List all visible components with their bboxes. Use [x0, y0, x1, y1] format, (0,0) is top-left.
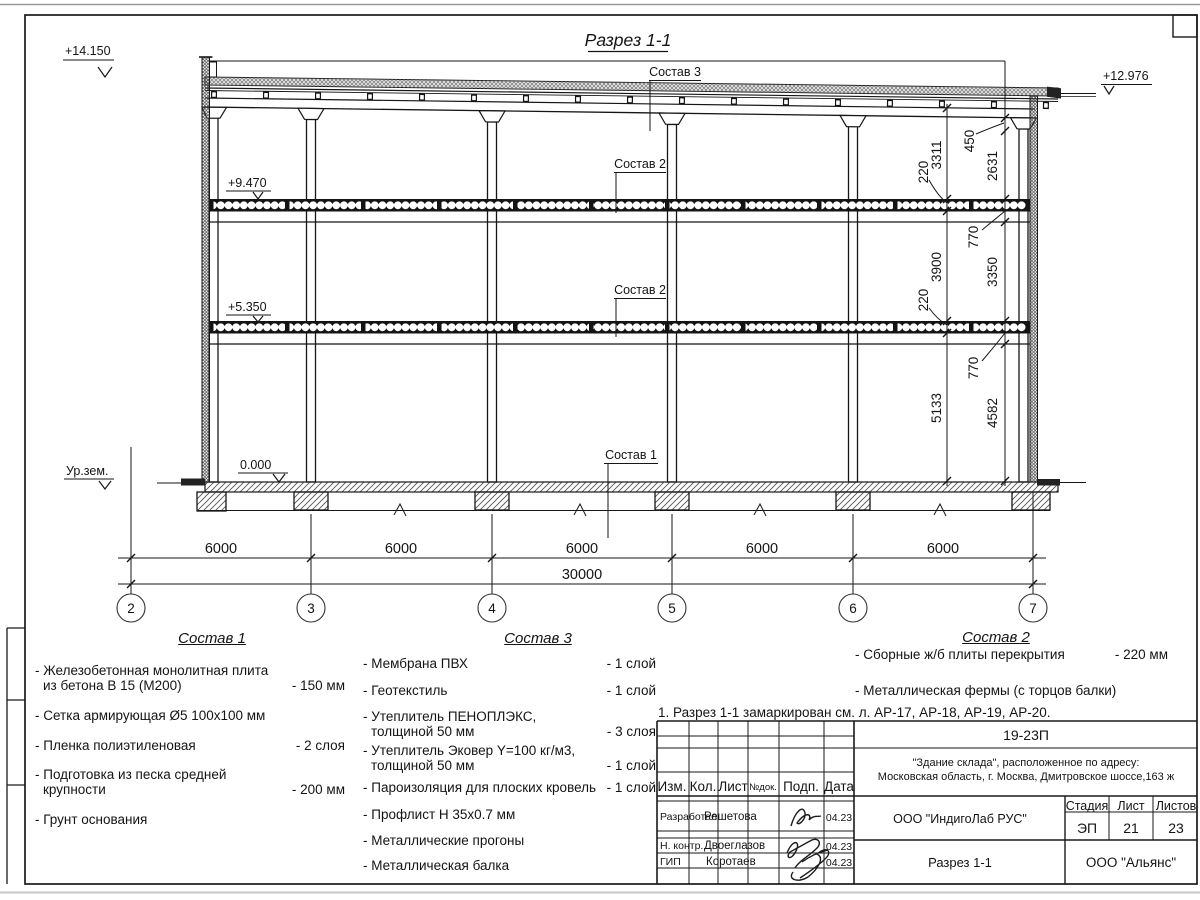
grid-bubble-6: 6: [849, 601, 857, 616]
composition3-title: Состав 3: [504, 630, 572, 647]
grid-bubble-4: 4: [488, 601, 496, 616]
tb-col-izm: Изм.: [657, 779, 687, 794]
dim-5133: 5133: [929, 392, 944, 424]
tb-object-line1: "Здание склада", расположенное по адресу:: [912, 757, 1140, 769]
svg-text:+9.470: +9.470: [228, 176, 267, 190]
list-item-line: - Профлист Н 35х0.7 мм: [363, 807, 516, 822]
svg-text:Состав 3: Состав 3: [649, 65, 701, 79]
dim-3900: 3900: [929, 251, 944, 283]
composition-callouts: [604, 65, 701, 538]
dim-770-bot: 770: [966, 356, 981, 380]
list-item-line: - Грунт основания: [35, 812, 148, 827]
right-dimension-labels: [916, 130, 1000, 428]
tb-col-data: Дата: [824, 779, 854, 794]
list-item-line: - Металлическая фермы (с торцов балки): [855, 683, 1117, 698]
grid-bubble-3: 3: [307, 601, 315, 616]
list-item-line: - Пленка полиэтиленовая: [35, 738, 196, 753]
composition1-title: Состав 1: [178, 630, 246, 647]
elev-roof-right: [1101, 69, 1152, 94]
tb-role-ncontr: Н. контр.: [660, 840, 704, 852]
tb-sheets: 23: [1168, 820, 1184, 836]
signature-dev: [791, 809, 821, 826]
roof-eave-cap: [1047, 87, 1061, 99]
list-item-value: - 1 слой: [606, 656, 656, 671]
list-item-value: - 200 мм: [291, 782, 345, 797]
tb-col-kol: Кол.: [689, 779, 717, 794]
tb-name-gip: Коротаев: [706, 856, 756, 868]
tb-role-gip: ГИП: [660, 856, 681, 868]
walls: [199, 57, 1038, 482]
list-item-line: - Подготовка из песка средней: [35, 767, 227, 782]
tb-date-ncontr: 04.23: [825, 841, 853, 853]
callout-slab: [604, 448, 658, 538]
svg-text:+5.350: +5.350: [228, 300, 267, 314]
list-item-line: толщиной 50 мм: [371, 724, 475, 739]
dim-220-top: 220: [916, 160, 931, 184]
view-title: [585, 30, 672, 52]
tb-sheet: 21: [1123, 820, 1139, 836]
svg-text:+14.150: +14.150: [65, 44, 111, 58]
tb-col-podp: Подп.: [783, 779, 819, 794]
floor-slab-1: [209, 321, 1030, 344]
list-item-value: - 220 мм: [1114, 647, 1168, 662]
list-item-value: - 1 слой: [606, 758, 656, 773]
tb-sheet-label: Лист: [1117, 799, 1145, 813]
list-item-line: - Сетка армирующая Ø5 100х100 мм: [35, 708, 266, 723]
span-dim-1: 6000: [204, 541, 238, 557]
tb-stage-label: Стадия: [1065, 799, 1109, 813]
list-item-line: - Металлическая балка: [363, 858, 510, 873]
elev-floor1: [226, 300, 271, 322]
floor-slab-2: [209, 199, 1030, 222]
grid-bubbles: [117, 594, 1047, 622]
svg-text:0.000: 0.000: [240, 458, 272, 472]
list-item-line: толщиной 50 мм: [371, 758, 475, 773]
elev-zero: [238, 458, 288, 482]
tb-name-dev: Решетова: [704, 811, 757, 823]
svg-text:+12.976: +12.976: [1103, 69, 1149, 83]
list-item-line: - Утеплитель ПЕНОПЛЭКС,: [363, 709, 537, 724]
tb-object-line2: Московская область, г. Москва, Дмитровское шоссе,163 ж: [877, 771, 1175, 783]
list-item-value: - 1 слой: [606, 683, 656, 698]
dim-3350: 3350: [985, 256, 1000, 288]
list-item-line: крупности: [43, 782, 106, 797]
tb-sheets-label: Листов: [1155, 799, 1197, 813]
tb-col-ndok: №док.: [749, 782, 777, 793]
sheet-note: 1. Разрез 1-1 замаркирован см. л. АР-17, АР-18, АР-19, АР-20.: [658, 705, 1051, 720]
tb-date-gip: 04.23: [825, 857, 853, 869]
list-item-line: из бетона В 15 (М200): [43, 678, 182, 693]
bottom-dimension-labels: [205, 541, 959, 583]
grid-bubble-5: 5: [668, 601, 676, 616]
composition2-title: Состав 2: [962, 629, 1030, 646]
tb-org: ООО "ИндигоЛаб РУС": [893, 812, 1027, 826]
span-dim-3: 6000: [565, 541, 599, 557]
total-dim: 30000: [561, 567, 603, 583]
dim-4582: 4582: [985, 397, 1000, 429]
tb-company: ООО "Альянс": [1085, 855, 1177, 870]
elev-parapet: [63, 44, 114, 77]
grid-bubble-7: 7: [1029, 601, 1037, 616]
list-item-value: - 3 слоя: [606, 724, 656, 739]
ground-level-mark: [64, 464, 114, 489]
view-title-text: Разрез 1-1: [584, 30, 672, 50]
tb-stage: ЭП: [1076, 820, 1098, 836]
list-item-line: - Пароизоляция для плоских кровель: [363, 780, 597, 795]
dim-3311: 3311: [929, 140, 944, 170]
list-item-line: - Железобетонная монолитная плита: [35, 663, 269, 678]
tb-name-ncontr: Двоеглазов: [704, 840, 766, 852]
title-block: [657, 721, 1197, 884]
grid-bubble-2: 2: [127, 601, 135, 616]
tb-role-dev: Разработал: [660, 811, 718, 823]
list-item-value: - 150 мм: [291, 678, 345, 693]
column-capitals: [202, 107, 1037, 129]
signatures: [787, 809, 829, 880]
list-item-line: - Сборные ж/б плиты перекрытия: [855, 647, 1065, 662]
svg-text:Ур.зем.: Ур.зем.: [66, 464, 109, 478]
dim-2631: 2631: [985, 150, 1000, 182]
tb-date-dev: 04.23: [825, 812, 853, 824]
dim-450: 450: [962, 129, 977, 153]
list-item-line: - Мембрана ПВХ: [363, 656, 468, 671]
list-item-value: - 1 слой: [606, 780, 656, 795]
list-item-line: - Утеплитель Эковер Y=100 кг/м3,: [363, 743, 576, 758]
elev-floor2: [226, 176, 271, 199]
tb-doc-number: 19-23П: [1003, 727, 1049, 743]
svg-text:Состав 2: Состав 2: [614, 157, 666, 171]
span-dim-2: 6000: [384, 541, 418, 557]
span-dim-4: 6000: [745, 541, 779, 557]
dim-770-top: 770: [966, 225, 981, 249]
span-dim-5: 6000: [926, 541, 960, 557]
tb-sheet-title: Разрез 1-1: [928, 855, 992, 870]
list-item-line: - Геотекстиль: [363, 683, 448, 698]
dim-220-mid: 220: [916, 288, 931, 312]
roof-beams: [205, 98, 1035, 118]
tb-col-list: Лист: [718, 779, 748, 794]
list-item-line: - Металлические прогоны: [363, 833, 525, 848]
svg-text:Состав 1: Состав 1: [605, 448, 657, 462]
list-item-value: - 2 слоя: [295, 738, 345, 753]
signature-ncontr: [787, 839, 819, 868]
svg-text:Состав 2: Состав 2: [614, 283, 666, 297]
